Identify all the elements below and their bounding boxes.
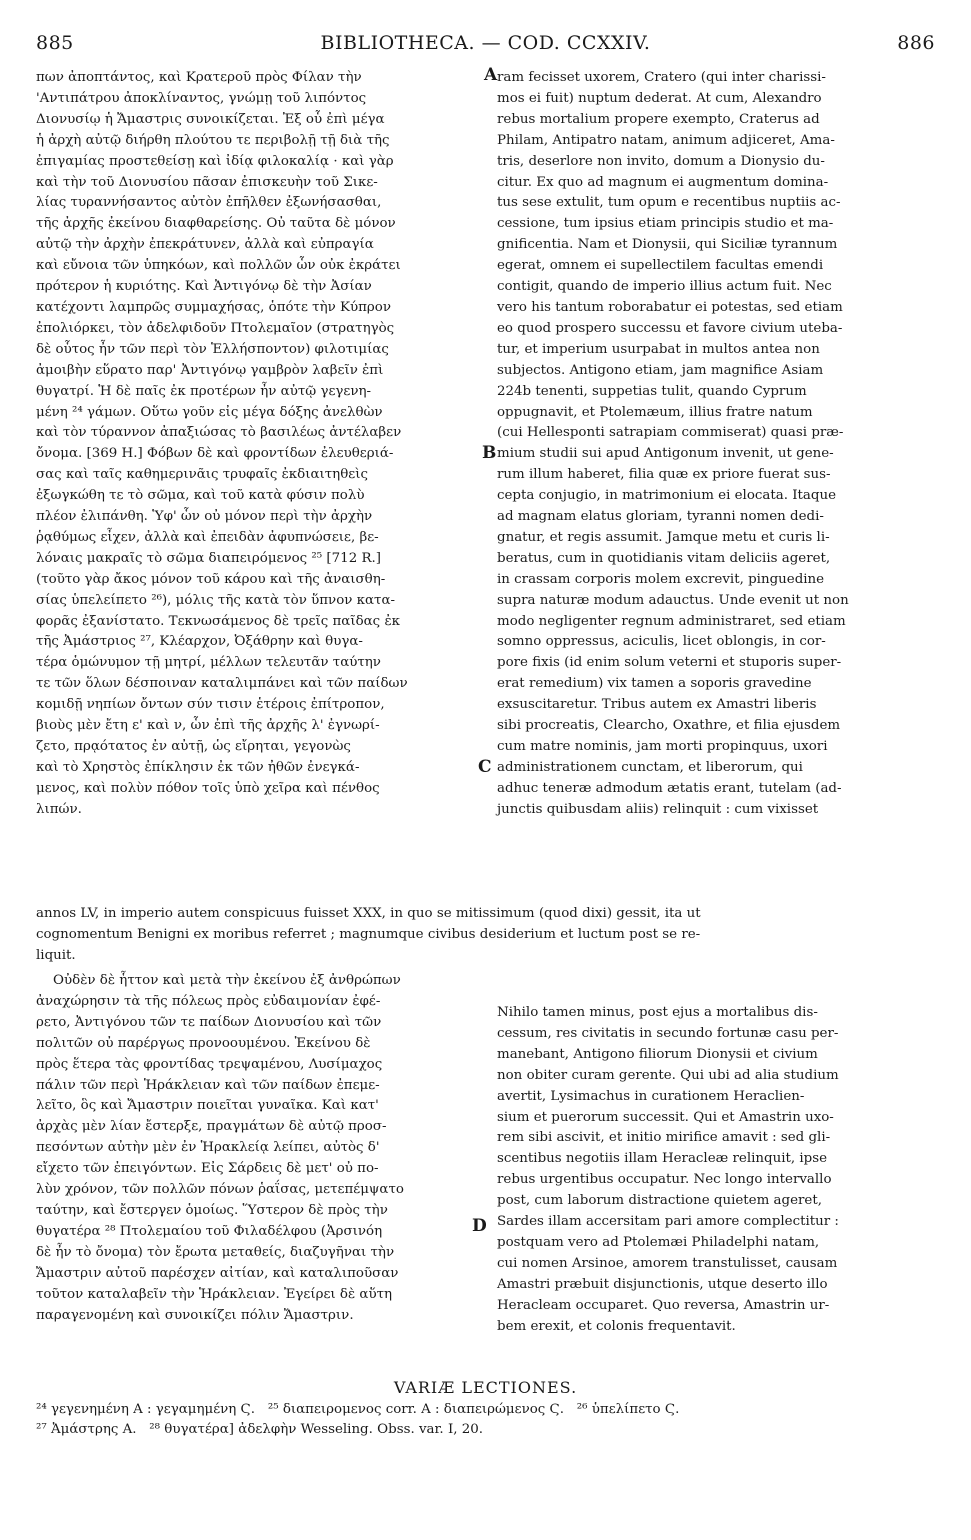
margin-letter-d: D	[472, 1216, 487, 1236]
variae-lectiones-heading: VARIÆ LECTIONES.	[393, 1378, 578, 1397]
margin-letter-c: C	[478, 757, 492, 777]
page-header	[36, 32, 935, 62]
page-number-left: 885	[36, 32, 74, 54]
latin-column-1: ram fecisset uxorem, Cratero (qui inter charissi- mos ei fuit) nuptum dederat. At cum, Alexandro rebus mortalium propere exempto, Craterus ad Philam, Antipatro natam, animum adjiceret, Ama- tris, deserlore non invito, domum a Dionysio du- citur. Ex quo ad magnum ei augmentum domina- tus sese extulit, tum opum e recentibus nuptiis ac- cessione, tum ipsius etiam principis studio et ma- gnificentia. Nam et Dionysii, qui Siciliæ tyrannum egerat, omnem ei supellectilem facultas emendi contigit, quando de imperio illius actum fuit. Nec vero his tantum roborabatur ei potestas, sed etiam eo quod prospero successu et favore civium uteba- tur, et imperium usurpabat in multos antea non subjectos. Antigono etiam, jam magnifice Asiam 224b tenenti, suppetias tulit, quando Cyprum oppugnavit, et Ptolemæum, illius fratre natum (cui Hellesponti satrapiam commiserat) quasi præ- mium studii sui apud Antigonum invenit, ut gene- rum illum haberet, filia quæ ex priore fuerat sus- cepta conjugio, in matrimonium ei elocata. Itaque ad magnam elatus gloriam, tyranni nomen dedi- gnatur, et regis assumit. Jamque metu et curis li- beratus, cum in quotidianis vitam deliciis ageret, in crassam corporis molem excrevit, pinguedine supra naturæ modum adauctus. Unde evenit ut non modo negligenter regnum administraret, sed etiam somno oppressus, aciculis, licet oblongis, in cor- pore fixis (id enim solum veterni et stuporis super- erat remedium) vix tamen a soporis gravedine exsuscitaretur. Tribus autem ex Amastri liberis sibi procreatis, Clearcho, Oxathre, et filia ejusdem cum matre nominis, jam morti propinquus, uxori administrationem cunctam, et liberorum, qui adhuc teneræ admodum ætatis erant, tutelam (ad- junctis quibusdam aliis) relinquit : cum vixisset	[497, 70, 849, 817]
variae-lectiones-notes: ²⁴ γεγενημένη A : γεγαμημένη Ϛ. ²⁵ διαπειρομενος corr. A : διαπειρώμενος Ϛ. ²⁶ ὑπελίπετο Ϛ. ²⁷ Ἀμάστρης A. ²⁸ θυγατέρα] ἀδελφὴν Wesseling. Obss. var. I, 20.	[36, 1402, 680, 1437]
margin-letter-b: B	[482, 443, 497, 463]
page-number-right: 886	[897, 32, 935, 54]
latin-column-2: Nihilo tamen minus, post ejus a mortalibus dis- cessum, res civitatis in secundo fortunæ casu per- manebant, Antigono filiorum Dionysii et civium non obiter curam gerente. Qui ubi ad alia studium avertit, Lysimachus in curationem Heraclien- sium et puerorum successit. Qui et Amastrin uxo- rem sibi ascivit, et initio mirifice amavit : sed gli- scentibus negotiis illam Heracleæ relinquit, ipse rebus urgentibus occupatur. Nec longo intervallo post, cum laborum distractione quietem ageret, Sardes illam accersitam pari amore complectitur : postquam vero ad Ptolemæi Philadelphi natam, cui nomen Arsinoe, amorem transtulisset, causam Amastri præbuit disjunctionis, utque deserto illo Heracleam occuparet. Quo reversa, Amastrin ur- bem erexit, et colonis frequentavit.	[497, 1005, 839, 1334]
running-title: BIBLIOTHECA. — COD. CCXXIV.	[320, 32, 651, 54]
margin-letter-a: A	[484, 65, 498, 85]
full-width-latin-text: annos LV, in imperio autem conspicuus fuisset XXX, in quo se mitissimum (quod dixi) gessit, ita ut cognomentum Benigni ex moribus referret ; magnumque civibus desiderium et luctum post se re- liquit.	[36, 906, 701, 963]
greek-column-2: Οὐδὲν δὲ ἧττον καὶ μετὰ τὴν ἐκείνου ἐξ ἀνθρώπων ἀναχώρησιν τὰ τῆς πόλεως πρὸς εὐδαιμονίαν ἐφέ- ρετο, Ἀντιγόνου τῶν τε παίδων Διονυσίου καὶ τῶν πολιτῶν οὐ παρέργως προνοουμένου. Ἐκείνου δὲ πρὸς ἕτερα τὰς φροντίδας τρεψαμένου, Λυσίμαχος πάλιν τῶν περὶ Ἡράκλειαν καὶ τῶν παίδων ἐπεμε- λεῖτο, ὃς καὶ Ἄμαστριν ποιεῖται γυναῖκα. Καὶ κατ' ἀρχὰς μὲν λίαν ἔστερξε, πραγμάτων δὲ αὐτῷ προσ- πεσόντων αὐτὴν μὲν ἐν Ἡρακλείᾳ λείπει, αὐτὸς δ' εἴχετο τῶν ἐπειγόντων. Εἰς Σάρδεις δὲ μετ' οὐ πο- λὺν χρόνον, τῶν πολλῶν πόνων ῥαΐσας, μετεπέμψατο ταύτην, καὶ ἔστεργεν ὁμοίως. Ὕστερον δὲ πρὸς τὴν θυγατέρα ²⁸ Πτολεμαίου τοῦ Φιλαδέλφου (Ἀρσινόη δὲ ἦν τὸ ὄνομα) τὸν ἔρωτα μεταθείς, διαζυγῆναι τὴν Ἄμαστριν αὐτοῦ παρέσχεν αἰτίαν, καὶ καταλιποῦσαν τοῦτον καταλαβεῖν τὴν Ἡράκλειαν. Ἐγείρει δὲ αὕτη παραγενομένη καὶ συνοικίζει πόλιν Ἄμαστριν.	[36, 973, 404, 1323]
greek-column-1: πων ἀποπτάντος, καὶ Κρατεροῦ πρὸς Φίλαν τὴν 'Αντιπάτρου ἀποκλίναντος, γνώμῃ τοῦ λιπόντος Διονυσίῳ ἡ Ἄμαστρις συνοικίζεται. Ἐξ οὗ ἐπὶ μέγα ἡ ἀρχὴ αὐτῷ διήρθη πλούτου τε περιβολῇ τῇ διὰ τῆς ἐπιγαμίας προστεθείσῃ καὶ ἰδίᾳ φιλοκαλίᾳ · καὶ γὰρ καὶ τὴν τοῦ Διονυσίου πᾶσαν ἐπισκευὴν τοῦ Σικε- λίας τυραννήσαντος αὐτὸν ἐπῆλθεν ἐξωνήσασθαι, τῆς ἀρχῆς ἐκείνου διαφθαρείσης. Οὐ ταῦτα δὲ μόνον αὐτῷ τὴν ἀρχὴν ἐπεκράτυνεν, ἀλλὰ καὶ εὐπραγία καὶ εὔνοια τῶν ὑπηκόων, καὶ πολλῶν ὧν οὐκ ἐκράτει πρότερον ἡ κυριότης. Καὶ Ἀντιγόνῳ δὲ τὴν Ἀσίαν κατέχοντι λαμπρῶς συμμαχήσας, ὁπότε τὴν Κύπρον ἐπολιόρκει, τὸν ἀδελφιδοῦν Πτολεμαῖον (στρατηγὸς δὲ οὗτος ἦν τῶν περὶ τὸν Ἑλλήσποντον) φιλοτιμίας ἀμοιβὴν εὕρατο παρ' Ἀντιγόνῳ γαμβρὸν λαβεῖν ἐπὶ θυγατρί. Ἡ δὲ παῖς ἐκ προτέρων ἦν αὐτῷ γεγενη- μένη ²⁴ γάμων. Οὕτω γοῦν εἰς μέγα δόξης ἀνελθὼν καὶ τὸν τύραννον ἀπαξιώσας τὸ βασιλέως ἀντέλαβεν ὄνομα. [369 H.] Φόβων δὲ καὶ φροντίδων ἐλευθεριά- σας καὶ ταῖς καθημερινᾶις τρυφαῖς ἐκδιαιτηθεὶς ἐξωγκώθη τε τὸ σῶμα, καὶ τοῦ κατὰ φύσιν πολὺ πλέον ἐλιπάνθη. Ὑφ' ὧν οὐ μόνον περὶ τὴν ἀρχὴν ῥᾳθύμως εἶχεν, ἀλλὰ καὶ ἐπειδὰν ἀφυπνώσειε, βε- λόναις μακραῖς τὸ σῶμα διαπειρόμενος ²⁵ [712 R.] (τοῦτο γὰρ ἄκος μόνον τοῦ κάρου καὶ τῆς ἀναισθη- σίας ὑπελείπετο ²⁶), μόλις τῆς κατὰ τὸν ὕπνον κατα- φορᾶς ἐξανίστατο. Τεκνωσάμενος δὲ τρεῖς παῖδας ἐκ τῆς Ἀμάστριος ²⁷, Κλέαρχον, Ὀξάθρην καὶ θυγα- τέρα ὁμώνυμον τῇ μητρί, μέλλων τελευτᾶν ταύτην τε τῶν ὅλων δέσποιναν καταλιμπάνει καὶ τῶν παίδων κομιδῇ νηπίων ὄντων σύν τισιν ἑτέροις ἐπίτροπον, βιοὺς μὲν ἔτη ε' καὶ ν, ὧν ἐπὶ τῆς ἀρχῆς λ' ἐγνωρί- ζετο, πρᾳότατος ἐν αὐτῇ, ὡς εἴρηται, γεγονὼς καὶ τὸ Χρηστὸς ἐπίκλησιν ἐκ τῶν ἠθῶν ἐνεγκά- μενος, καὶ πολὺν πόθον τοῖς ὑπὸ χεῖρα καὶ πένθος λιπών.	[36, 70, 408, 817]
